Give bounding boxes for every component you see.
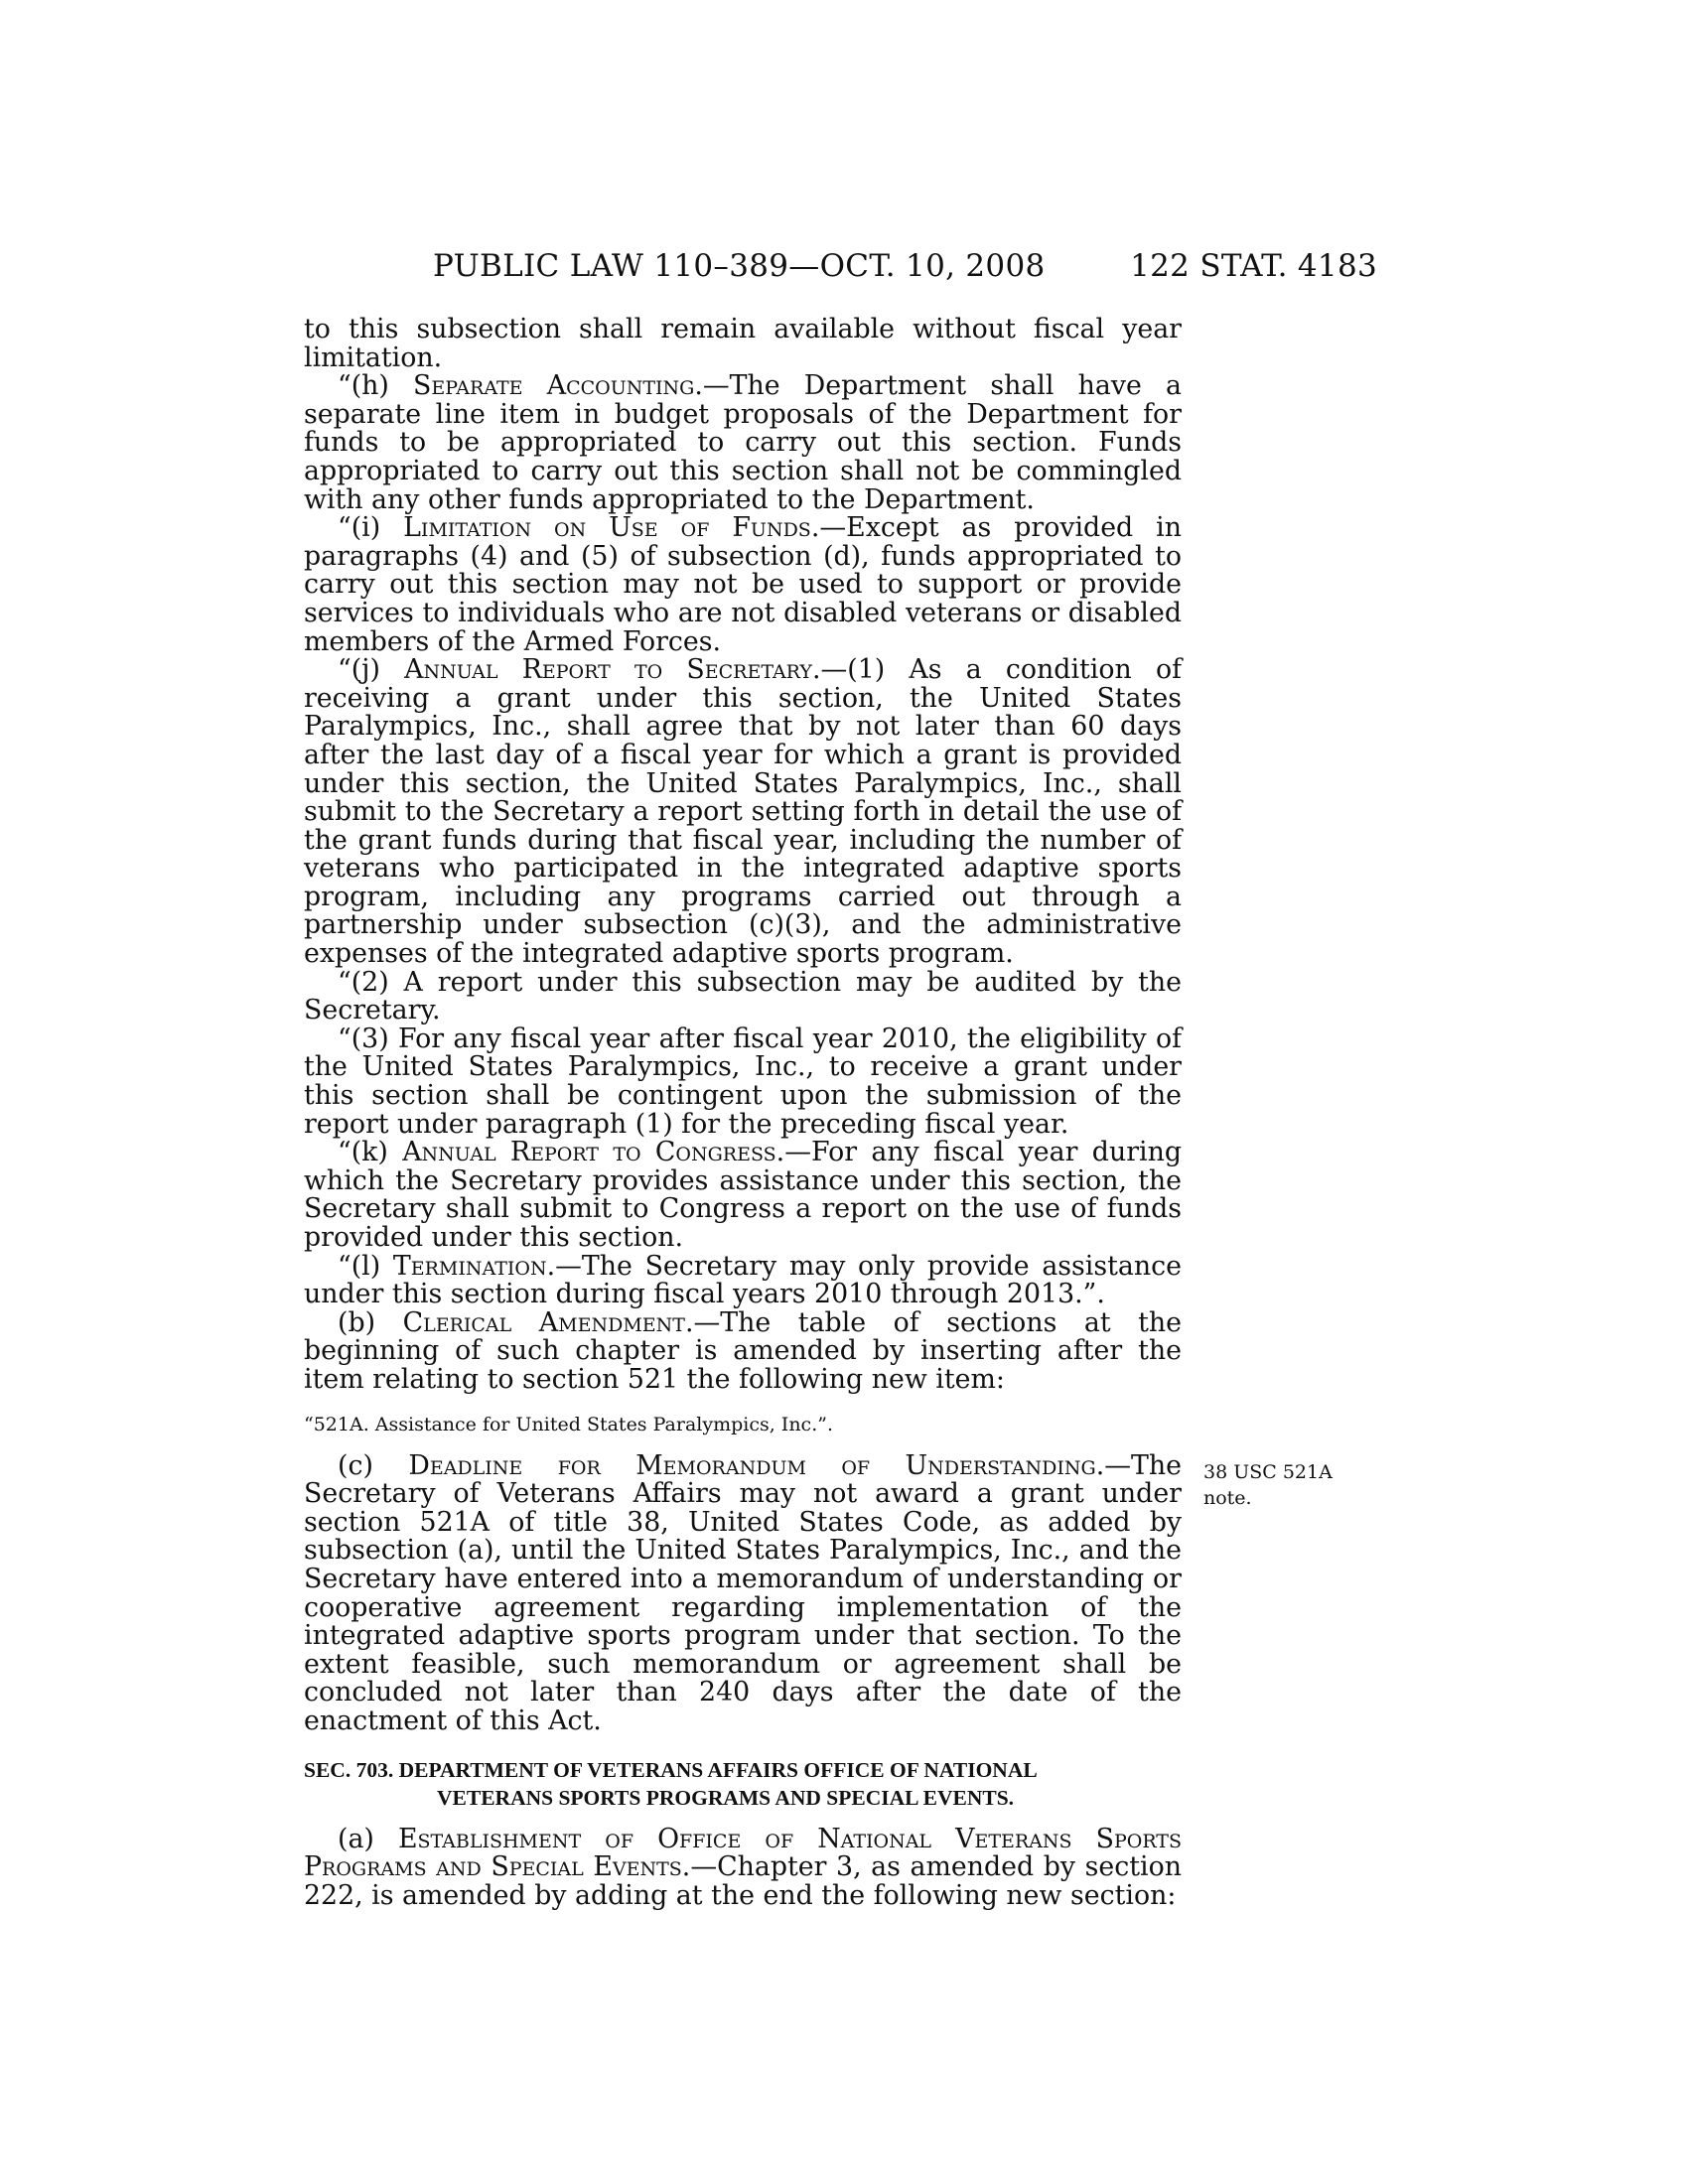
subsection-h: “(h) Separate Accounting.—The Department shall have a separate line item in budget proposals of the Department for funds to be appropriated to carry out this section. Funds appropriated to carry out this section shall not be commingled with any other funds appropriated to the Department. [304,370,1182,515]
subsection-b-title: Clerical Amendment. [402,1306,694,1338]
subsection-l-title: Termination. [392,1250,556,1282]
running-head: PUBLIC LAW 110–389—OCT. 10, 2008 [433,248,1046,284]
subsection-c-title: Deadline for Memorandum of Understanding. [408,1449,1105,1481]
subsection-b: (b) Clerical Amendment.—The table of sections at the beginning of such chapter is amended by inserting after the item relating to section 521 the following new item: [304,1306,1183,1395]
subsection-j-title: Annual Report to Secretary. [404,654,821,686]
subsection-l: “(l) Termination.—The Secretary may only provide assistance under this section during fiscal years 2010 through 2013.”. [304,1250,1183,1310]
subsection-a: (a) Establishment of Office of National Veterans Sports Programs and Special Events.—Chapter 3, as amended by section 222, is amended by adding at the end the following new section: [304,1823,1182,1911]
subsection-j-paragraph-2: “(2) A report under this subsection may be audited by the Secretary. [304,966,1182,1026]
subsection-c: (c) Deadline for Memorandum of Understanding.—The Secretary of Veterans Affairs may not award a grant under section 521A of title 38, United States Code, as added by subsection (a), until the United States Paralympics, Inc., and the Secretary have entered into a memorandum of understanding or cooperative agreement regarding implementation of the integrated adaptive sports program under that section. To the extent feasible, such memorandum or agreement shall be concluded not later than 240 days after the date of the enactment of this Act. [304,1449,1183,1736]
subsection-i-title: Limitation on Use of Funds. [403,512,820,544]
subsection-k: “(k) Annual Report to Congress.—For any fiscal year during which the Secretary provides assistance under this section, the Secretary shall submit to Congress a report on the use of funds provided under this section. [304,1137,1183,1253]
subsection-j: “(j) Annual Report to Secretary.—(1) As a condition of receiving a grant under this section, the United States Paralympics, Inc., shall agree that by not later than 60 days after the last day of a fiscal year for which a grant is provided under this section, the United States Paralympics, Inc., shall submit to the Secretary a report setting forth in detail the use of the grant funds during that fiscal year, including the number of veterans who participated in the integrated adaptive sports program, including any programs carried out through a partnership under subsection (c)(3), and the administrative expenses of the integrated adaptive sports program. [304,654,1182,970]
subsection-a-title: Establishment of Office of National Veterans Sports Programs and Special Events. [304,1823,1182,1883]
subsection-i: “(i) Limitation on Use of Funds.—Except as provided in paragraphs (4) and (5) of subsection (d), funds appropriated to carry out this section may not be used to support or provide services to individuals who are not disabled veterans or disabled members of the Armed Forces. [304,512,1182,657]
subsection-k-title: Annual Report to Congress. [402,1137,785,1168]
margin-note [1203,1459,1342,1511]
paragraph-continuation: to this subsection shall remain available without fiscal year limitation. [304,314,1182,373]
table-of-sections-item: “521A. Assistance for United States Paralympics, Inc.”. [304,1413,833,1435]
section-heading-line-2: VETERANS SPORTS PROGRAMS AND SPECIAL EVENTS. [437,1785,1015,1810]
section-heading [304,1756,1182,1812]
margin-note-citation: 38 USC 521A [1203,1461,1333,1483]
subsection-j-paragraph-3: “(3) For any fiscal year after fiscal year 2010, the eligibility of the United States Paralympics, Inc., to receive a grant under this section shall be contingent upon the submission of the report under paragraph (1) for the preceding fiscal year. [304,1023,1182,1140]
subsection-h-title: Separate Accounting. [413,370,703,402]
document-body [304,316,1182,1910]
section-heading-line-1: SEC. 703. DEPARTMENT OF VETERANS AFFAIRS OFFICE OF NATIONAL [304,1757,1038,1782]
statute-page-reference: 122 STAT. 4183 [1130,248,1377,284]
margin-note-label: note. [1203,1487,1252,1509]
